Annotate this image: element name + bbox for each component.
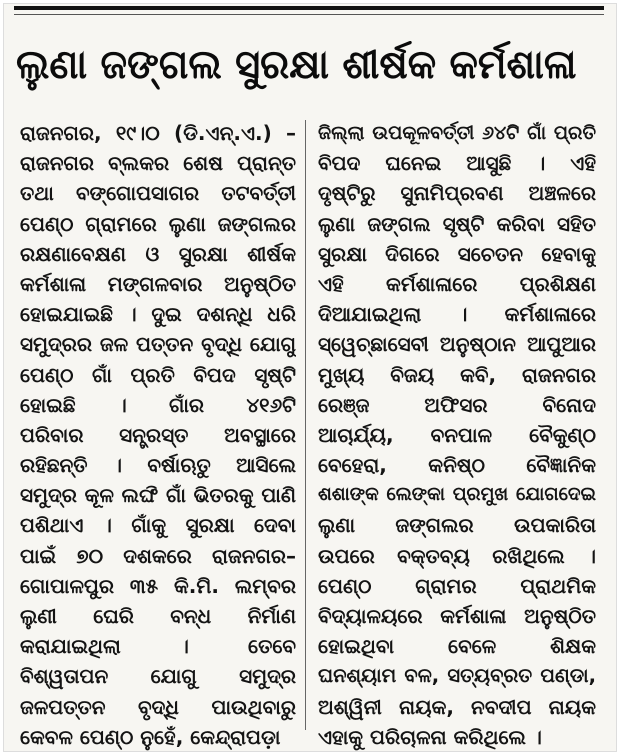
text-line: ରହିଛନ୍ତି । ବର୍ଷାଋତୁ ଆସିଲେ: [20, 453, 296, 478]
text-line: ଲୁଣୀ ଘେରି ବନ୍ଧ ନିର୍ମାଣ: [20, 604, 296, 628]
text-line: କେବଳ ପେଣ୍ଠ ନୁହେଁ, କେନ୍ଦ୍ରାପଡ଼ା: [20, 724, 281, 749]
text-line: ବିଶ୍ୱତାପନ ଯୋଗୁ ସମୁଦ୍ର: [20, 664, 296, 689]
text-line: ମୁଖ୍ୟ ବିଜୟ କବି, ରାଜନଗର: [318, 362, 596, 387]
text-line: ପଶିଥାଏ । ଗାଁକୁ ସୁରକ୍ଷା ଦେବା: [20, 513, 296, 538]
text-line: ତଥା ବଙ୍ଗୋପସାଗର ତଟବର୍ତ୍ତୀ: [20, 181, 296, 206]
text-line: ବିପଦ ଘନେଇ ଆସୁଛି । ଏହି: [318, 151, 596, 176]
text-line: ଘନଶ୍ୟାମ ବଳ, ସତ୍ୟବ୍ରତ ପଣ୍ଡା,: [318, 664, 596, 688]
text-line: ପେଣ୍ଠ ଗ୍ରାମର ପ୍ରାଥମିକ: [318, 573, 596, 598]
text-line: ହୋଇଯାଇଛି । ଦୁଇ ଦଶନ୍ଧି ଧରି: [20, 302, 296, 327]
text-line: କର୍ମଶାଳା ମଙ୍ଗଳବାର ଅନୁଷ୍ଠିତ: [20, 271, 296, 296]
article-column-right: [318, 118, 596, 752]
text-line: ଆଚାର୍ଯ୍ୟ, ବନପାଳ ବୈକୁଣ୍ଠ: [318, 422, 596, 447]
text-line: ବେହେରା, କନିଷ୍ଠ ବୈଜ୍ଞାନିକ: [318, 453, 596, 478]
text-line: ସୁରକ୍ଷା ଦିଗରେ ସଚେତନ ହେବାକୁ: [318, 241, 596, 266]
text-line: ଦୃଷ୍ଟିରୁ ସୁନାମିପ୍ରବଣ ଅଞ୍ଚଳରେ: [318, 181, 596, 206]
text-line: ହୋଇଛି । ଗାଁର ୪୧୬ଟି: [20, 392, 296, 417]
text-line: ଏହି କର୍ମଶାଳାରେ ପ୍ରଶିକ୍ଷଣ: [318, 271, 596, 296]
text-line: ପରିବାର ସନ୍ତ୍ରସ୍ତ ଅବସ୍ଥାରେ: [20, 422, 296, 447]
text-line: ସମୁଦ୍ର କୂଳ ଲଙ୍ଘି ଗାଁ ଭିତରକୁ ପାଣି: [20, 483, 296, 508]
text-line: ଅଶ୍ୱିନୀ ନାୟକ, ନବଦୀପ ନାୟକ: [318, 694, 596, 719]
text-line: ଶଶାଙ୍କ ଲେଙ୍କା ପ୍ରମୁଖ ଯୋଗଦେଇ: [318, 484, 596, 506]
text-line: ଗୋପାଳପୁର ୩୫ କି.ମି. ଲମ୍ବର: [20, 573, 296, 598]
text-line: ବିଦ୍ୟାଳୟରେ କର୍ମଶାଳା ଅନୁଷ୍ଠିତ: [318, 604, 596, 628]
top-rule: [14, 6, 604, 10]
text-line: ରାଜନଗର, ୧୯।୦ (ଡି.ଏନ୍.ଏ.) –: [20, 121, 296, 145]
text-line: ରାଜନଗର ବ୍ଲକର ଶେଷ ପ୍ରାନ୍ତ: [20, 151, 296, 176]
text-line: ରକ୍ଷଣାବେକ୍ଷଣ ଓ ସୁରକ୍ଷା ଶୀର୍ଷକ: [20, 241, 296, 266]
text-line: ଏହାକୁ ପରିଚାଳନା କରିଥିଲେ ।: [318, 724, 542, 749]
text-line: ଦିଆଯାଇଥିଲା । କର୍ମଶାଳାରେ: [318, 302, 596, 327]
headline: ଲୁଣା ଜଙ୍ଗଲ ସୁରକ୍ଷା ଶୀର୍ଷକ କର୍ମଶାଳା: [15, 42, 577, 88]
text-line: ସମୁଦ୍ରର ଜଳ ପତ୍ତନ ବୃଦ୍ଧି ଯୋଗୁ: [20, 332, 296, 357]
text-line: ପେଣ୍ଠ ଗ୍ରାମରେ ଲୁଣା ଜଙ୍ଗଲର: [20, 211, 296, 236]
text-line: କରାଯାଇଥିଲା । ତେବେ: [20, 634, 296, 659]
text-line: ରେଞ୍ଜ ଅଫିସର ବିନୋଦ: [318, 392, 596, 417]
text-line: ସ୍ୱେଚ୍ଛାସେବୀ ଅନୁଷ୍ଠାନ ଆପୁଆର: [318, 332, 596, 357]
text-line: ଜଳପତ୍ତନ ବୃଦ୍ଧି ପାଉଥିବାରୁ: [20, 694, 296, 719]
text-line: ପେଣ୍ଠ ଗାଁ ପ୍ରତି ବିପଦ ସୃଷ୍ଟି: [20, 362, 296, 387]
column-divider: [305, 120, 306, 730]
text-line: ଲୁଣା ଜଙ୍ଗଲ ସୃଷ୍ଟି କରିବା ସହିତ: [318, 211, 596, 236]
top-rule-thin: [14, 14, 604, 15]
text-line: ପାଇଁ ୭୦ ଦଶକରେ ରାଜନଗର–: [20, 543, 296, 568]
text-line: ଜିଲ୍ଲା ଉପକୂଳବର୍ତ୍ତୀ ୬୪ଟି ଗାଁ ପ୍ରତି: [318, 122, 596, 144]
text-line: ହୋଇଥିବା ବେଳେ ଶିକ୍ଷକ: [318, 634, 596, 659]
text-line: ଉପରେ ବକ୍ତବ୍ୟ ରଖିଥିଲେ ।: [318, 543, 596, 568]
text-line: ଲୁଣା ଜଙ୍ଗଲର ଉପକାରିତା: [318, 513, 596, 538]
article-column-left: [20, 118, 296, 752]
